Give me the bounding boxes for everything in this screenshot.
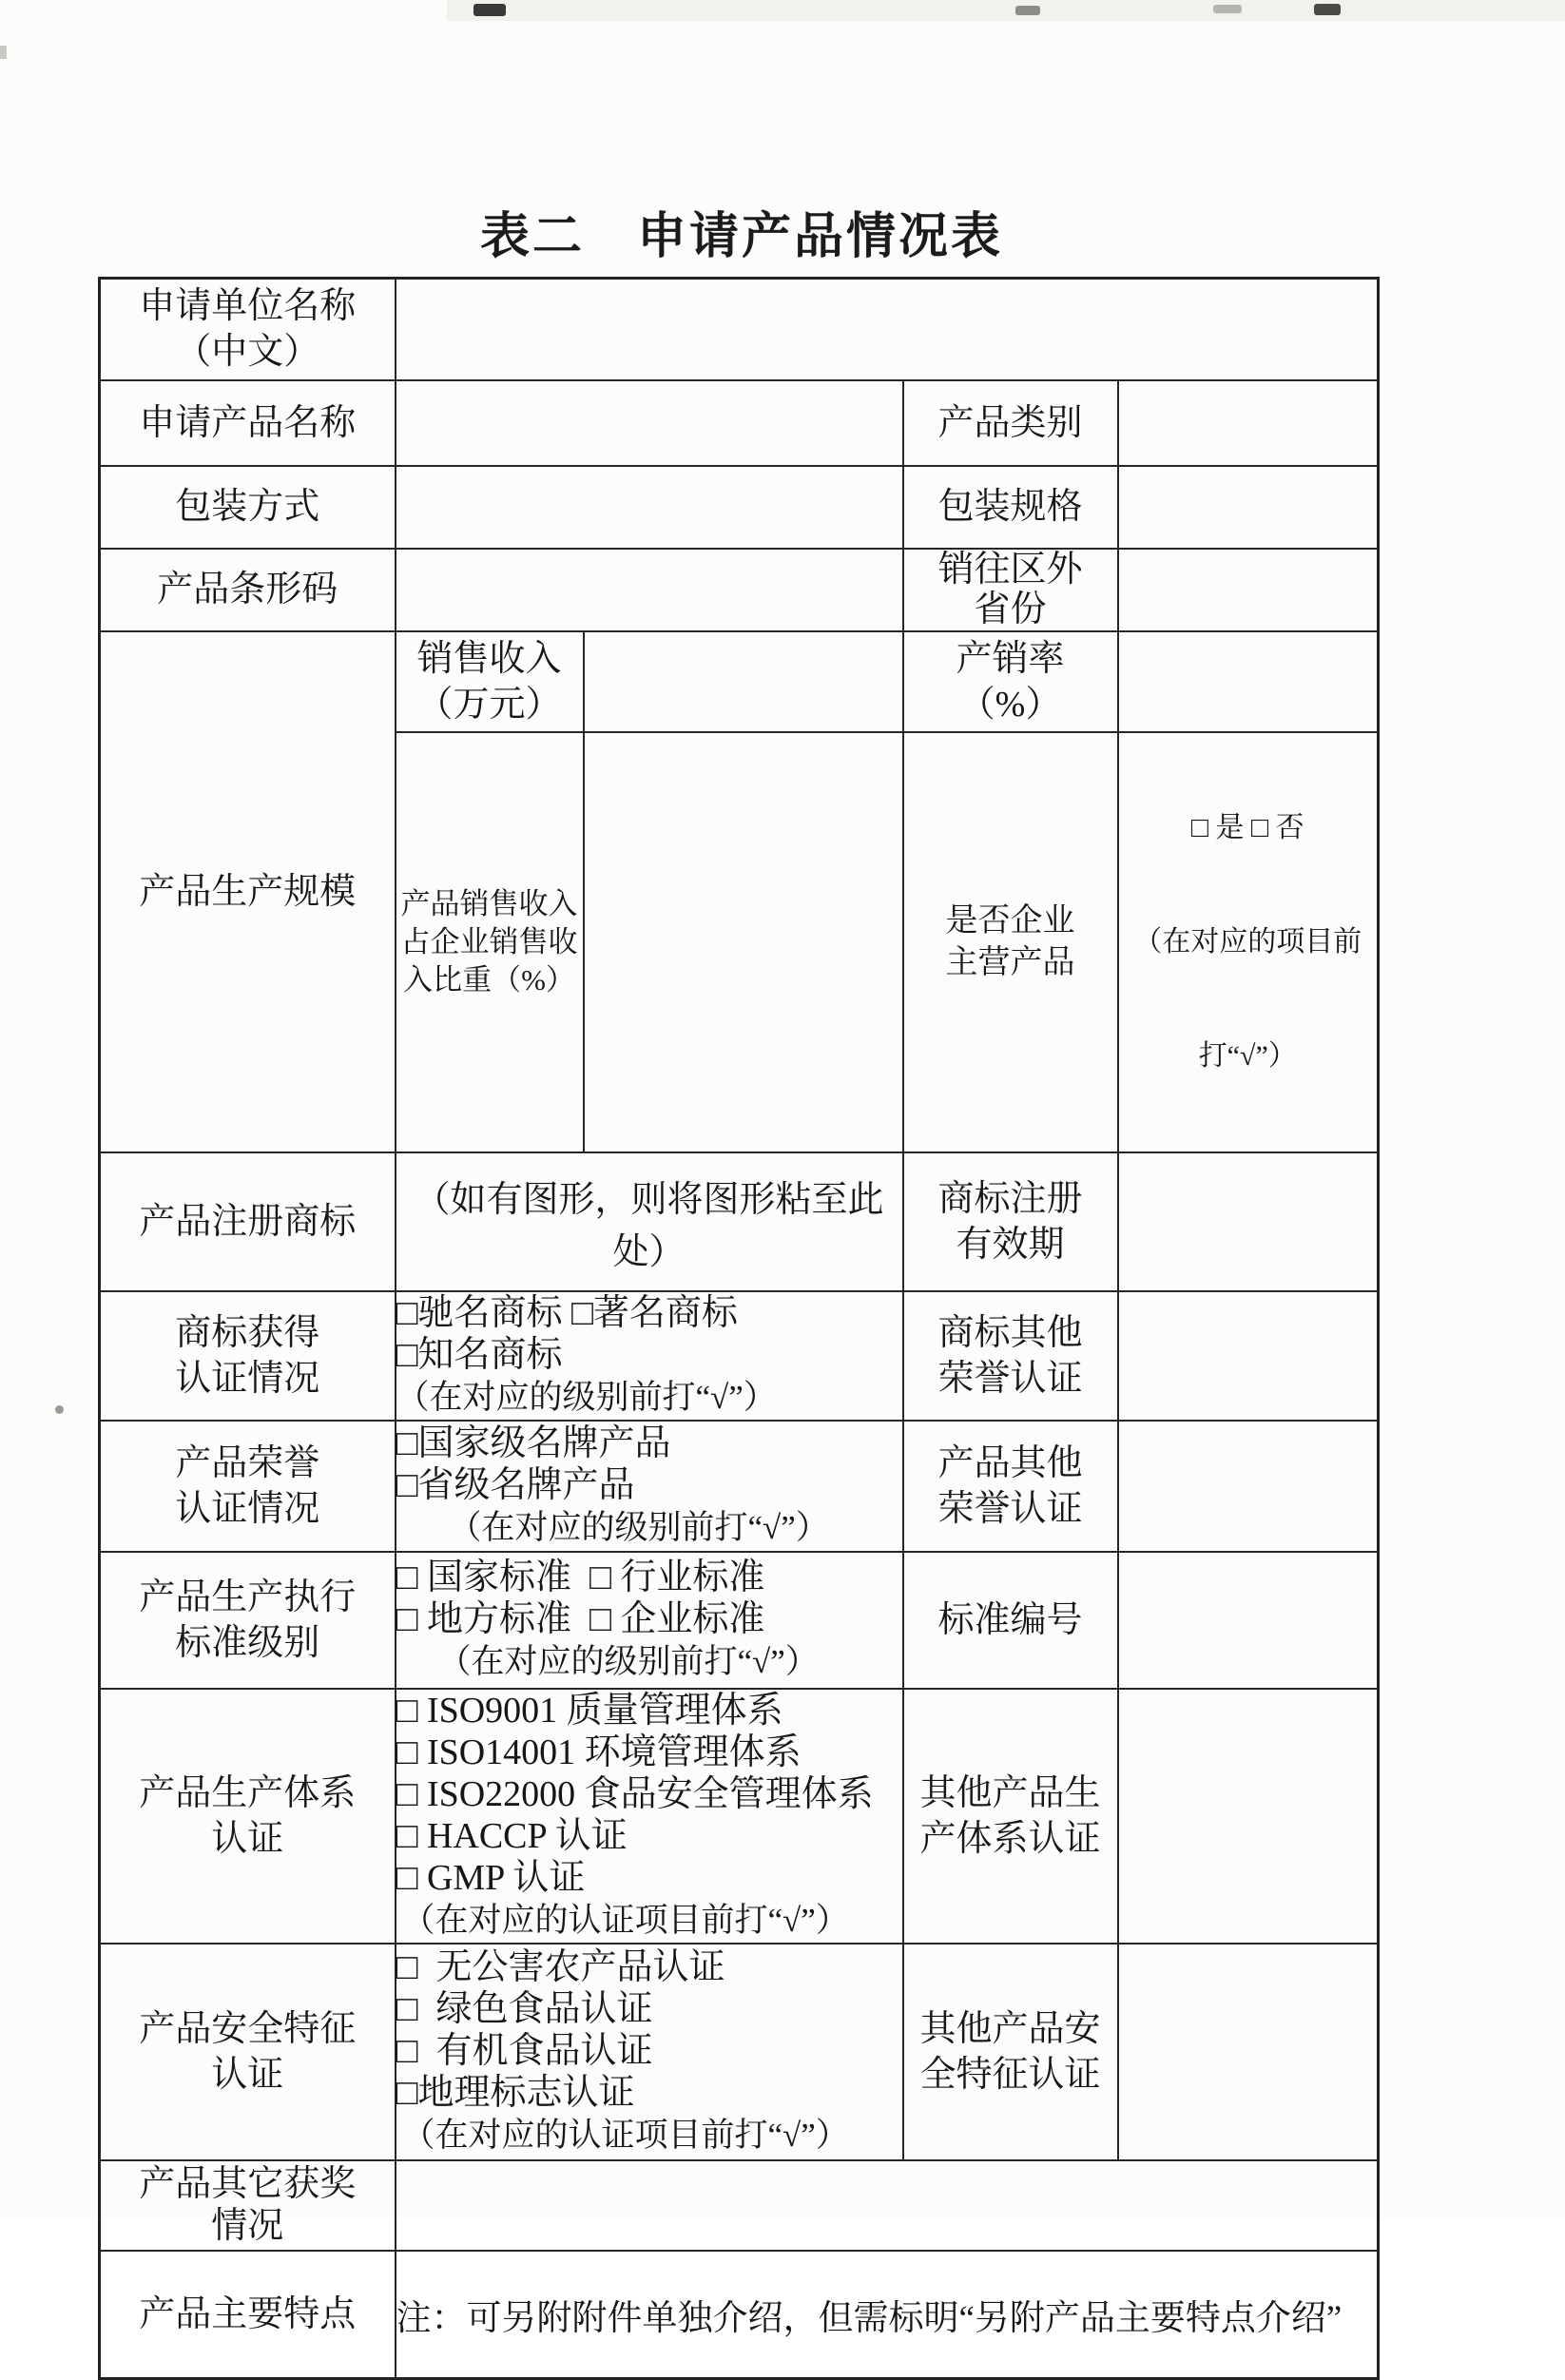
label-line: 产品其它获奖 xyxy=(139,2164,357,2204)
trademark-other-honor-value-cell xyxy=(1118,1291,1379,1421)
label-line: 全特征认证 xyxy=(919,2054,1101,2095)
product-other-honor-label-cell xyxy=(903,1421,1118,1552)
checkbox-option-line: □ ISO22000 食品安全管理体系 xyxy=(396,1773,874,1814)
other-system-cert-value-cell xyxy=(1118,1689,1379,1944)
other-awards-label-cell xyxy=(100,2160,396,2251)
main-product-label-cell xyxy=(903,732,1118,1152)
product-category-label-cell: 产品类别 xyxy=(903,380,1118,466)
main-features-note-cell: 注：可另附附件单独介绍，但需标明“另附产品主要特点介绍” xyxy=(396,2251,1379,2379)
label-line: 产销率 xyxy=(956,638,1065,679)
production-scale-label-cell: 产品生产规模 xyxy=(100,631,396,1152)
scan-artifact xyxy=(1314,4,1341,15)
label-line: （万元） xyxy=(416,684,562,725)
label-line: 省份 xyxy=(974,590,1047,629)
sales-rate-label-cell xyxy=(903,631,1118,732)
label-line: 产体系认证 xyxy=(919,1818,1101,1859)
label-line: 产品其他 xyxy=(937,1442,1083,1483)
safety-cert-label-cell xyxy=(100,1944,396,2160)
standard-number-value-cell xyxy=(1118,1552,1379,1689)
checkbox-option-line: □地理标志认证 xyxy=(396,2072,635,2113)
checkbox-option-line: □ 无公害农产品认证 xyxy=(396,1946,725,1987)
label-line: 主营产品 xyxy=(945,944,1075,980)
scan-artifact-strip xyxy=(447,0,1565,21)
label-line: 商标获得 xyxy=(175,1312,320,1353)
checkbox-option-line: □ 绿色食品认证 xyxy=(396,1988,653,2029)
main-features-label-cell: 产品主要特点 xyxy=(100,2251,396,2379)
label-line: 荣誉认证 xyxy=(937,1358,1083,1399)
checkbox-option-line: □ GMP 认证 xyxy=(396,1857,586,1898)
label-line: 荣誉认证 xyxy=(937,1488,1083,1529)
other-safety-cert-label-cell xyxy=(903,1944,1118,2160)
checkbox-option-line: □ 地方标准 □ 企业标准 xyxy=(396,1598,765,1639)
label-line: 认证情况 xyxy=(175,1358,320,1399)
label-line: 入比重（%） xyxy=(403,962,575,997)
label-line: 产品荣誉 xyxy=(175,1442,320,1483)
revenue-share-value-cell xyxy=(584,732,903,1152)
checkbox-option-line: □ 国家标准 □ 行业标准 xyxy=(396,1557,765,1597)
label-line: 情况 xyxy=(211,2206,284,2246)
system-cert-label-cell xyxy=(100,1689,396,1944)
label-line: 认证情况 xyxy=(175,1488,320,1529)
other-system-cert-label-cell xyxy=(903,1689,1118,1944)
hint-line: （在对应的级别前打“√”） xyxy=(437,1642,819,1680)
system-cert-options-cell xyxy=(396,1689,903,1944)
registered-trademark-label-cell: 产品注册商标 xyxy=(100,1152,396,1291)
label-line: 是否企业 xyxy=(945,902,1075,938)
barcode-value-cell xyxy=(396,549,903,631)
trademark-cert-options-cell xyxy=(396,1291,903,1421)
sales-revenue-value-cell xyxy=(584,631,903,732)
label-line: 认证 xyxy=(211,2054,284,2095)
scan-artifact xyxy=(0,46,7,59)
checkbox-option-line: □知名商标 xyxy=(396,1334,563,1375)
revenue-share-label-cell xyxy=(396,732,584,1152)
label-line: 其他产品安 xyxy=(919,2008,1101,2049)
product-category-value-cell xyxy=(1118,380,1379,466)
label-line: 申请单位名称 xyxy=(139,286,357,327)
safety-cert-options-cell xyxy=(396,1944,903,2160)
checkbox-option-line: □ ISO14001 环境管理体系 xyxy=(396,1732,802,1772)
packaging-method-label-cell: 包装方式 xyxy=(100,466,396,549)
standard-level-options-cell xyxy=(396,1552,903,1689)
label-line: 产品安全特征 xyxy=(139,2008,357,2049)
label-line: 其他产品生 xyxy=(919,1772,1101,1813)
checkbox-option-line: □ 有机食品认证 xyxy=(396,2030,653,2071)
label-line: 产品生产执行 xyxy=(139,1577,357,1617)
trademark-paste-note-cell: （如有图形，则将图形粘至此处） xyxy=(396,1152,903,1291)
trademark-validity-label-cell xyxy=(903,1152,1118,1291)
hint-line: （在对应的级别前打“√”） xyxy=(396,1378,777,1416)
trademark-cert-label-cell xyxy=(100,1291,396,1421)
label-line: 商标注册 xyxy=(937,1178,1083,1219)
hint-line: （在对应的项目前 xyxy=(1133,925,1362,958)
packaging-spec-value-cell xyxy=(1118,466,1379,549)
outside-provinces-value-cell xyxy=(1118,549,1379,631)
hint-line: 打“√”） xyxy=(1198,1039,1297,1072)
other-awards-value-cell xyxy=(396,2160,1379,2251)
label-line: 销往区外 xyxy=(937,550,1083,590)
unit-name-label-cell xyxy=(100,279,396,380)
scan-artifact xyxy=(1015,6,1040,15)
other-safety-cert-value-cell xyxy=(1118,1944,1379,2160)
label-line: （%） xyxy=(958,684,1062,725)
standard-level-label-cell xyxy=(100,1552,396,1689)
product-name-value-cell xyxy=(396,380,903,466)
trademark-other-honor-label-cell xyxy=(903,1291,1118,1421)
page-title: 表二 申请产品情况表 xyxy=(479,210,1003,264)
product-other-honor-value-cell xyxy=(1118,1421,1379,1552)
checkbox-option-line: □驰名商标 □著名商标 xyxy=(396,1292,738,1333)
trademark-validity-value-cell xyxy=(1118,1152,1379,1291)
scan-artifact xyxy=(1213,5,1242,13)
scan-artifact xyxy=(473,4,506,16)
product-honor-label-cell xyxy=(100,1421,396,1552)
packaging-method-value-cell xyxy=(396,466,903,549)
checkbox-option-line: □省级名牌产品 xyxy=(396,1464,635,1505)
label-line: 认证 xyxy=(211,1818,284,1859)
sales-rate-value-cell xyxy=(1118,631,1379,732)
checkbox-option-line: □ HACCP 认证 xyxy=(396,1815,628,1856)
scan-artifact xyxy=(55,1405,64,1414)
barcode-label-cell: 产品条形码 xyxy=(100,549,396,631)
checkbox-option-line: □ 是 □ 否 xyxy=(1190,811,1304,843)
label-line: 产品生产体系 xyxy=(139,1772,357,1813)
product-name-label-cell: 申请产品名称 xyxy=(100,380,396,466)
label-line: 销售收入 xyxy=(416,638,562,679)
checkbox-option-line: □ ISO9001 质量管理体系 xyxy=(396,1690,783,1731)
standard-number-label-cell: 标准编号 xyxy=(903,1552,1118,1689)
label-line: 产品销售收入 xyxy=(400,886,578,920)
product-info-table xyxy=(98,277,1380,2380)
label-line: 占企业销售收 xyxy=(400,924,578,958)
label-line: 有效期 xyxy=(956,1224,1065,1265)
unit-name-value-cell xyxy=(396,279,1379,380)
label-line: 商标其他 xyxy=(937,1312,1083,1353)
checkbox-option-line: □国家级名牌产品 xyxy=(396,1422,671,1463)
hint-line: （在对应的认证项目前打“√”） xyxy=(401,1901,849,1939)
sales-revenue-label-cell xyxy=(396,631,584,732)
label-line: 标准级别 xyxy=(175,1622,320,1663)
hint-line: （在对应的级别前打“√”） xyxy=(448,1508,829,1546)
main-product-checkbox-cell xyxy=(1118,732,1379,1152)
label-line: （中文） xyxy=(175,332,320,373)
product-honor-options-cell xyxy=(396,1421,903,1552)
packaging-spec-label-cell: 包装规格 xyxy=(903,466,1118,549)
outside-provinces-label-cell xyxy=(903,549,1118,631)
hint-line: （在对应的认证项目前打“√”） xyxy=(401,2116,849,2154)
